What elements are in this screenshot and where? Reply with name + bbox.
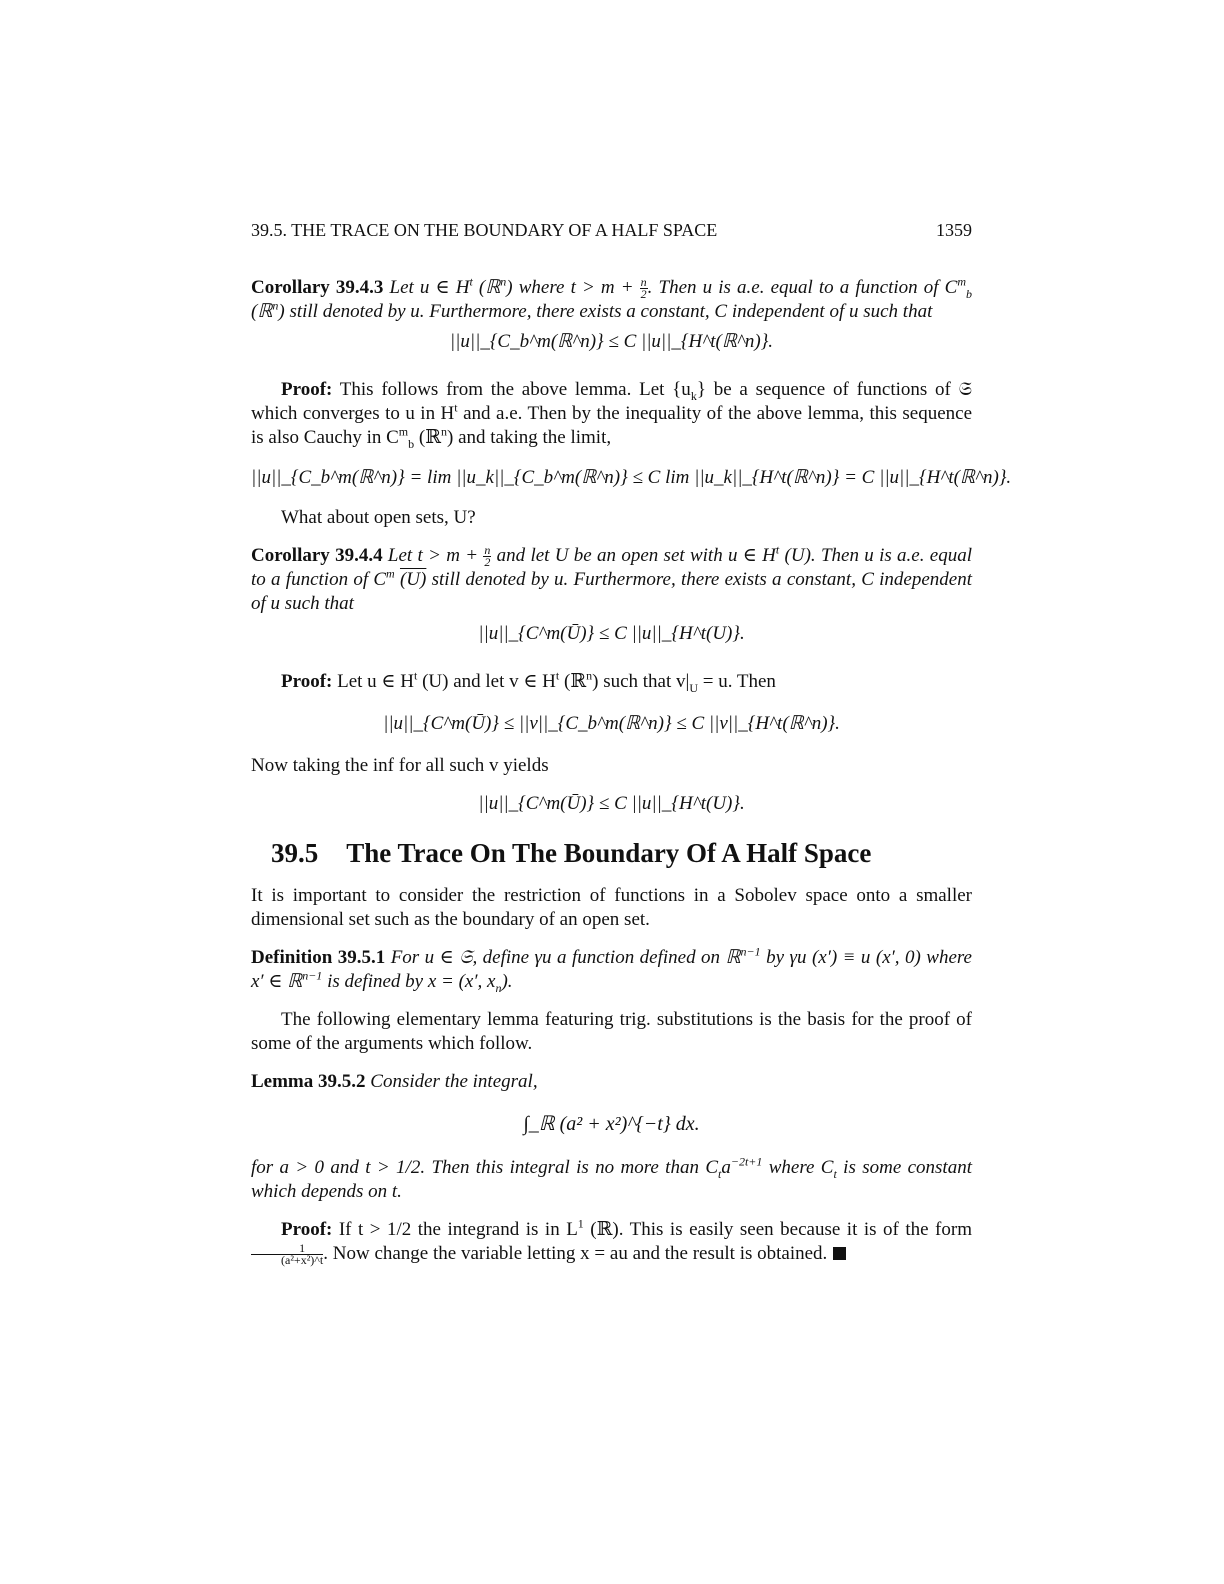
fraction-n-over-2: $\frac{n}{2}$ (640, 275, 647, 302)
lemma-39-5-2: Lemma 39.5.2 Consider the integral, (251, 1071, 538, 1093)
fraction-n-over-2: $\frac{n}{2}$ (484, 543, 491, 570)
corollary-label: Corollary 39.4.3 (251, 277, 384, 298)
inf-text: Now taking the inf for all such v yields (251, 755, 549, 777)
display-equation-2: ||u||_{C_b^m(ℝ^n)} = lim ||u_k||_{C_b^m(ℝ^n)} ≤ C lim ||u_k||_{H^t(ℝ^n)} = C ||u||_{H^t(ℝ^n)}. (251, 467, 1012, 489)
question-text: What about open sets, U? (281, 507, 476, 529)
proof-3: Proof: If t > 1/2 the integrand is in $L^1$ (ℝ). This is easily seen because it is of the form $\frac{1}{\text{(a²+x²)\textasciicircum{}t}}$ . Now change the variable letting x = au and the result is obtained. (251, 1218, 972, 1266)
display-equation-1: ||u||_{C_b^m(ℝ^n)} ≤ C ||u||_{H^t(ℝ^n)}. (449, 331, 774, 353)
display-integral: ∫_ℝ (a² + x²)^{−t} dx. (523, 1113, 700, 1136)
running-header-title: 39.5. THE TRACE ON THE BOUNDARY OF A HALF SPACE (251, 220, 718, 240)
corollary-39-4-4: Corollary 39.4.4 Let t > m + $\frac{n}{2}$ and let U be an open set with u ∈ $H^t$ (U). Then u is a.e. equal to a function of $C^m$ (U) still denoted by u. Furthermore, there exists a constant, C independent of u such that (251, 542, 973, 615)
section-heading (271, 836, 972, 870)
proof-2: Proof: Let u ∈ $H^t$ (U) and let v ∈ $H^t$ (ℝ$^n$) such that $v|_U = u$. Then (281, 668, 776, 696)
lemma-condition: for a > 0 and t > 1/2. Then this integral is no more than $C_ta^{-2t+1}$ where $C_t$ is some constant which depends on t. (251, 1154, 972, 1203)
section-title: The Trace On The Boundary Of A Half Space (346, 838, 872, 869)
corollary-39-4-3: Corollary 39.4.3 Let u ∈ $H^t$ (ℝ$^n$) where t > m + $\frac{n}{2}$ . Then u is a.e. equal to a function of $C^m_b$ (ℝ$^n$) still denoted by u. Furthermore, there exists a constant, C independent of u such that (251, 274, 973, 323)
running-header (251, 218, 972, 244)
fraction-integrand: $\frac{1}{\text{(a²+x²)\textasciicircum{}t}}$ (251, 1243, 323, 1266)
display-equation-3: ||u||_{C^m(Ū)} ≤ C ||u||_{H^t(U)}. (478, 623, 745, 645)
intro-paragraph: It is important to consider the restriction of functions in a Sobolev space onto a smaller dimensional set such as the boundary of an open set. (251, 885, 972, 931)
text-column (251, 218, 1012, 1268)
lemma-intro: The following elementary lemma featuring trig. substitutions is the basis for the proof of some of the arguments which follow. (251, 1009, 972, 1055)
display-equation-5: ||u||_{C^m(Ū)} ≤ C ||u||_{H^t(U)}. (478, 793, 745, 815)
qed-square-icon (833, 1247, 846, 1260)
display-equation-4: ||u||_{C^m(Ū)} ≤ ||v||_{C_b^m(ℝ^n)} ≤ C ||v||_{H^t(ℝ^n)}. (383, 713, 840, 735)
proof-1: Proof: This follows from the above lemma. Let $\{u_k\}$ be a sequence of functions of 𝔖 which converges to u in $H^t$ and a.e. Then by the inequality of the above lemma, this sequence is also Cauchy in $C^m_b$ (ℝ$^n$) and taking the limit, (251, 379, 973, 451)
definition-39-5-1: Definition 39.5.1 For u ∈ 𝔖, define γu a function defined on ℝ$^{n-1}$ by γu (x′) ≡ u (x′, 0) where x′ ∈ ℝ$^{n-1}$ is defined by x = (x′, $x_n$). (251, 944, 972, 996)
section-number: 39.5 (271, 838, 319, 869)
page-number: 1359 (936, 220, 972, 240)
